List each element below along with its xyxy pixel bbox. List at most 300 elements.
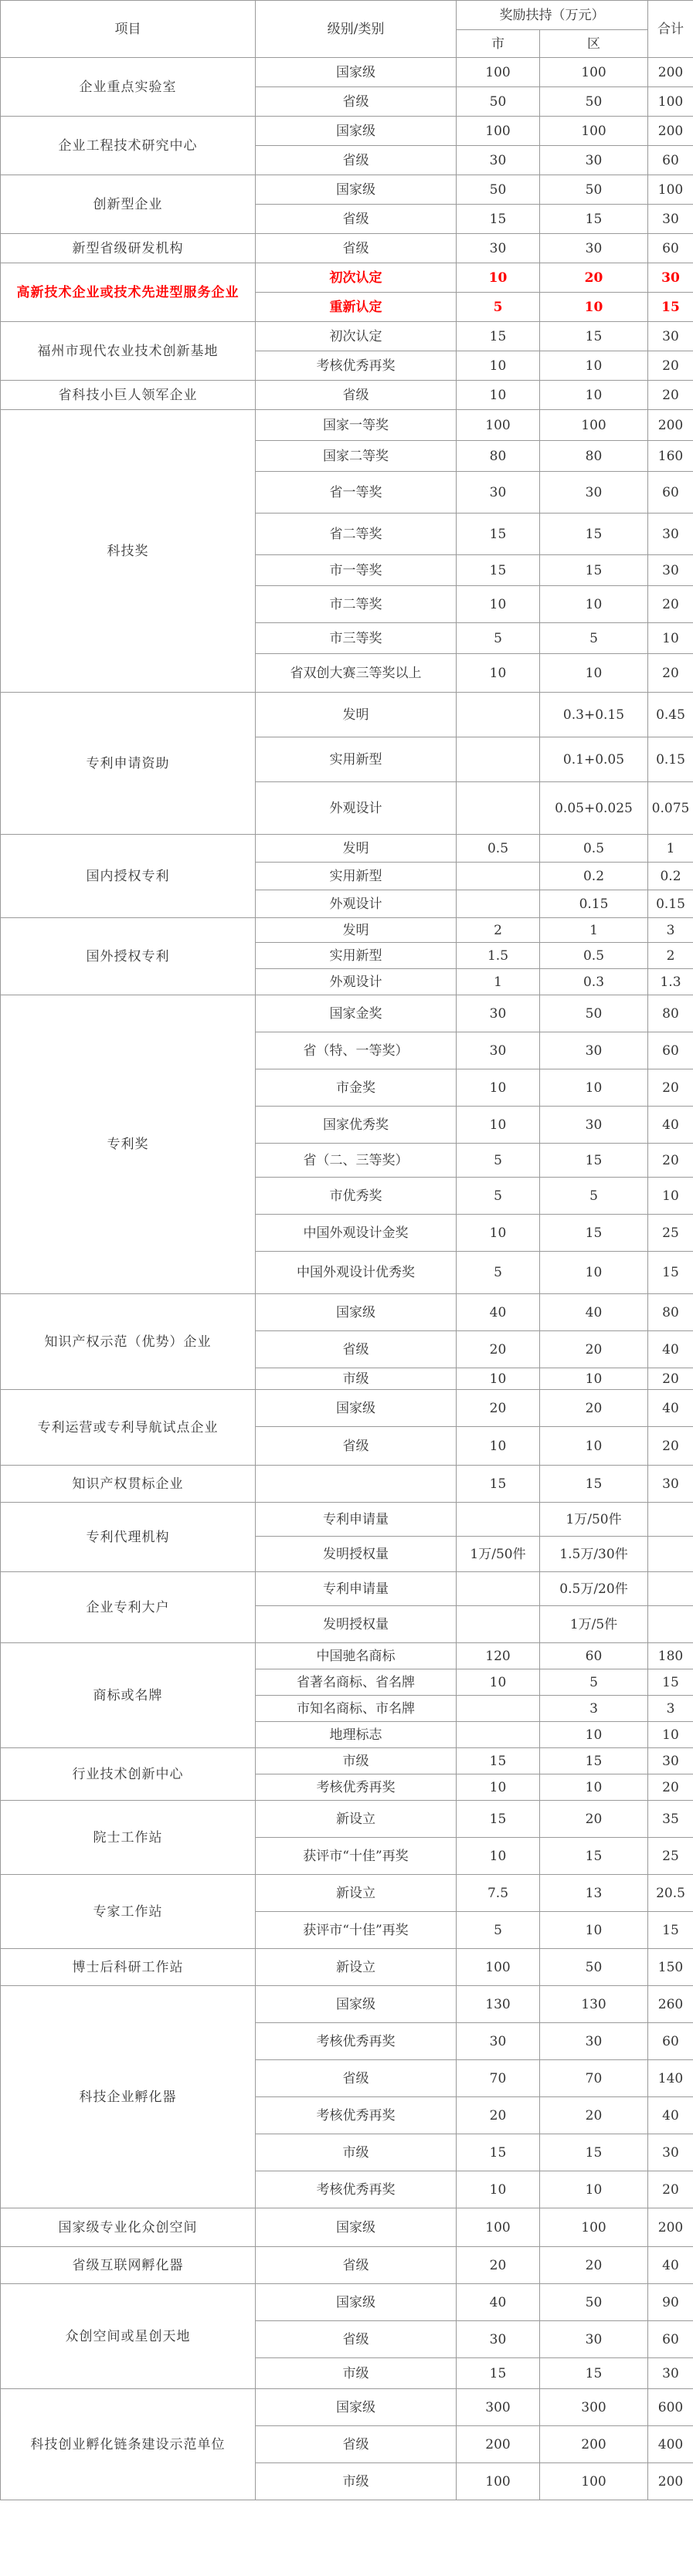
total-cell: 10 — [648, 1178, 693, 1215]
total-cell: 60 — [648, 2321, 693, 2358]
level-cell: 发明 — [256, 835, 457, 863]
total-cell: 200 — [648, 410, 693, 441]
district-cell: 15 — [540, 322, 648, 351]
city-cell: 20 — [457, 2247, 540, 2284]
table-row — [1, 234, 693, 263]
district-cell: 20 — [540, 1801, 648, 1838]
level-cell: 省一等奖 — [256, 472, 457, 514]
table-row — [1, 1503, 693, 1537]
district-cell: 10 — [540, 1722, 648, 1748]
city-cell: 50 — [457, 175, 540, 205]
city-cell: 10 — [457, 586, 540, 623]
level-cell: 国家级 — [256, 2389, 457, 2426]
city-cell — [457, 1572, 540, 1606]
table-row — [1, 2389, 693, 2426]
total-cell: 15 — [648, 1669, 693, 1696]
district-cell: 30 — [540, 2023, 648, 2060]
level-cell: 初次认定 — [256, 322, 457, 351]
header-level: 级别/类别 — [256, 1, 457, 58]
level-cell: 省级 — [256, 1427, 457, 1466]
total-cell: 10 — [648, 1722, 693, 1748]
header-item: 项目 — [1, 1, 256, 58]
city-cell: 70 — [457, 2060, 540, 2097]
total-cell: 1 — [648, 835, 693, 863]
item-cell: 国家级专业化众创空间 — [1, 2208, 256, 2247]
total-cell: 10 — [648, 623, 693, 654]
level-cell: 发明 — [256, 918, 457, 943]
level-cell: 国家级 — [256, 117, 457, 146]
district-cell: 0.5万/20件 — [540, 1572, 648, 1606]
total-cell: 260 — [648, 1986, 693, 2023]
level-cell: 国家级 — [256, 1986, 457, 2023]
level-cell: 国家优秀奖 — [256, 1107, 457, 1144]
total-cell: 0.15 — [648, 737, 693, 782]
city-cell: 15 — [457, 2134, 540, 2171]
total-cell: 200 — [648, 2463, 693, 2500]
total-cell: 40 — [648, 1331, 693, 1368]
district-cell: 20 — [540, 263, 648, 293]
district-cell: 10 — [540, 654, 648, 693]
total-cell: 200 — [648, 2208, 693, 2247]
total-cell: 200 — [648, 117, 693, 146]
district-cell: 1 — [540, 918, 648, 943]
total-cell: 20 — [648, 1774, 693, 1801]
district-cell: 1.5万/30件 — [540, 1537, 648, 1572]
city-cell: 30 — [457, 995, 540, 1032]
district-cell: 30 — [540, 1032, 648, 1069]
district-cell: 10 — [540, 351, 648, 381]
district-cell: 30 — [540, 2321, 648, 2358]
city-cell: 40 — [457, 2284, 540, 2321]
level-cell: 省级 — [256, 205, 457, 234]
total-cell: 140 — [648, 2060, 693, 2097]
item-cell: 专家工作站 — [1, 1875, 256, 1949]
total-cell: 60 — [648, 2023, 693, 2060]
district-cell: 200 — [540, 2426, 648, 2463]
district-cell: 15 — [540, 1144, 648, 1178]
total-cell: 30 — [648, 205, 693, 234]
total-cell: 30 — [648, 555, 693, 586]
header-city: 市 — [457, 30, 540, 58]
level-cell: 获评市“十佳”再奖 — [256, 1838, 457, 1875]
city-cell: 300 — [457, 2389, 540, 2426]
item-cell: 省科技小巨人领军企业 — [1, 381, 256, 410]
district-cell: 0.15 — [540, 890, 648, 918]
table-row — [1, 693, 693, 737]
table-row — [1, 322, 693, 351]
city-cell: 30 — [457, 2023, 540, 2060]
city-cell: 15 — [457, 2358, 540, 2389]
total-cell: 600 — [648, 2389, 693, 2426]
city-cell: 20 — [457, 2097, 540, 2134]
city-cell: 10 — [457, 381, 540, 410]
district-cell: 10 — [540, 1368, 648, 1390]
level-cell: 初次认定 — [256, 263, 457, 293]
item-cell: 知识产权示范（优势）企业 — [1, 1294, 256, 1390]
total-cell: 90 — [648, 2284, 693, 2321]
city-cell: 10 — [457, 1107, 540, 1144]
total-cell: 40 — [648, 1107, 693, 1144]
total-cell: 30 — [648, 514, 693, 555]
district-cell: 10 — [540, 1427, 648, 1466]
city-cell: 50 — [457, 87, 540, 117]
level-cell: 发明 — [256, 693, 457, 737]
city-cell: 20 — [457, 1331, 540, 1368]
level-cell: 国家级 — [256, 58, 457, 87]
city-cell: 10 — [457, 263, 540, 293]
table-row — [1, 1390, 693, 1427]
level-cell: 市金奖 — [256, 1069, 457, 1107]
total-cell: 20 — [648, 1427, 693, 1466]
total-cell — [648, 1572, 693, 1606]
total-cell: 150 — [648, 1949, 693, 1986]
level-cell: 市级 — [256, 2134, 457, 2171]
district-cell: 10 — [540, 1252, 648, 1294]
level-cell: 发明授权量 — [256, 1537, 457, 1572]
total-cell: 160 — [648, 441, 693, 472]
city-cell: 5 — [457, 1912, 540, 1949]
level-cell: 省级 — [256, 2426, 457, 2463]
district-cell: 10 — [540, 293, 648, 322]
city-cell: 100 — [457, 410, 540, 441]
level-cell: 考核优秀再奖 — [256, 2097, 457, 2134]
level-cell: 中国外观设计金奖 — [256, 1215, 457, 1252]
level-cell: 市一等奖 — [256, 555, 457, 586]
level-cell: 省著名商标、省名牌 — [256, 1669, 457, 1696]
total-cell: 20.5 — [648, 1875, 693, 1912]
city-cell: 130 — [457, 1986, 540, 2023]
city-cell: 30 — [457, 1032, 540, 1069]
district-cell: 5 — [540, 1178, 648, 1215]
item-cell: 国外授权专利 — [1, 918, 256, 995]
district-cell: 15 — [540, 1466, 648, 1503]
level-cell: 实用新型 — [256, 943, 457, 969]
total-cell: 40 — [648, 2247, 693, 2284]
level-cell: 考核优秀再奖 — [256, 1774, 457, 1801]
header-district: 区 — [540, 30, 648, 58]
item-cell: 专利奖 — [1, 995, 256, 1294]
total-cell: 40 — [648, 2097, 693, 2134]
table-row — [1, 1986, 693, 2023]
level-cell: 国家一等奖 — [256, 410, 457, 441]
item-cell: 企业工程技术研究中心 — [1, 117, 256, 175]
level-cell: 省级 — [256, 87, 457, 117]
city-cell: 15 — [457, 205, 540, 234]
district-cell: 15 — [540, 555, 648, 586]
city-cell — [457, 1606, 540, 1643]
level-cell: 市知名商标、市名牌 — [256, 1696, 457, 1722]
level-cell: 市级 — [256, 2463, 457, 2500]
city-cell: 10 — [457, 1774, 540, 1801]
city-cell: 7.5 — [457, 1875, 540, 1912]
item-cell: 国内授权专利 — [1, 835, 256, 918]
total-cell: 15 — [648, 1912, 693, 1949]
level-cell: 国家级 — [256, 175, 457, 205]
district-cell: 10 — [540, 1774, 648, 1801]
level-cell: 省（二、三等奖） — [256, 1144, 457, 1178]
total-cell: 30 — [648, 263, 693, 293]
level-cell: 省双创大赛三等奖以上 — [256, 654, 457, 693]
level-cell: 中国外观设计优秀奖 — [256, 1252, 457, 1294]
city-cell: 5 — [457, 1252, 540, 1294]
city-cell: 15 — [457, 1466, 540, 1503]
district-cell: 300 — [540, 2389, 648, 2426]
level-cell: 市三等奖 — [256, 623, 457, 654]
city-cell: 20 — [457, 1390, 540, 1427]
total-cell: 15 — [648, 293, 693, 322]
table-row — [1, 1572, 693, 1606]
district-cell: 0.5 — [540, 943, 648, 969]
total-cell: 20 — [648, 2171, 693, 2208]
level-cell: 省级 — [256, 234, 457, 263]
district-cell: 30 — [540, 146, 648, 175]
item-cell: 专利代理机构 — [1, 1503, 256, 1572]
district-cell: 15 — [540, 514, 648, 555]
total-cell: 80 — [648, 1294, 693, 1331]
table-row — [1, 835, 693, 863]
city-cell: 30 — [457, 472, 540, 514]
table-row — [1, 58, 693, 87]
city-cell — [457, 1722, 540, 1748]
district-cell: 15 — [540, 205, 648, 234]
level-cell: 地理标志 — [256, 1722, 457, 1748]
level-cell: 新设立 — [256, 1949, 457, 1986]
header-total: 合计 — [648, 1, 693, 58]
district-cell: 10 — [540, 1069, 648, 1107]
level-cell: 获评市“十佳”再奖 — [256, 1912, 457, 1949]
total-cell: 3 — [648, 1696, 693, 1722]
district-cell: 50 — [540, 1949, 648, 1986]
city-cell: 10 — [457, 1368, 540, 1390]
district-cell: 10 — [540, 2171, 648, 2208]
district-cell: 100 — [540, 117, 648, 146]
city-cell: 100 — [457, 2208, 540, 2247]
item-cell: 科技企业孵化器 — [1, 1986, 256, 2208]
district-cell: 0.05+0.025 — [540, 782, 648, 835]
table-row — [1, 918, 693, 943]
level-cell: 省二等奖 — [256, 514, 457, 555]
total-cell: 200 — [648, 58, 693, 87]
level-cell: 专利申请量 — [256, 1503, 457, 1537]
level-cell: 省级 — [256, 2247, 457, 2284]
table-row — [1, 1466, 693, 1503]
item-cell: 众创空间或星创天地 — [1, 2284, 256, 2389]
table-row — [1, 2247, 693, 2284]
district-cell: 0.5 — [540, 835, 648, 863]
level-cell: 考核优秀再奖 — [256, 2171, 457, 2208]
total-cell: 35 — [648, 1801, 693, 1838]
district-cell: 50 — [540, 2284, 648, 2321]
district-cell: 30 — [540, 472, 648, 514]
city-cell: 1万/50件 — [457, 1537, 540, 1572]
district-cell: 70 — [540, 2060, 648, 2097]
city-cell: 15 — [457, 555, 540, 586]
city-cell: 5 — [457, 293, 540, 322]
total-cell: 60 — [648, 472, 693, 514]
level-cell: 专利申请量 — [256, 1572, 457, 1606]
total-cell: 30 — [648, 322, 693, 351]
district-cell: 50 — [540, 87, 648, 117]
city-cell — [457, 863, 540, 890]
total-cell: 60 — [648, 234, 693, 263]
district-cell: 0.1+0.05 — [540, 737, 648, 782]
district-cell: 20 — [540, 1331, 648, 1368]
item-cell: 专利申请资助 — [1, 693, 256, 835]
total-cell: 2 — [648, 943, 693, 969]
total-cell: 30 — [648, 2358, 693, 2389]
city-cell: 5 — [457, 623, 540, 654]
level-cell: 国家金奖 — [256, 995, 457, 1032]
level-cell: 省级 — [256, 146, 457, 175]
total-cell: 15 — [648, 1252, 693, 1294]
total-cell: 60 — [648, 1032, 693, 1069]
total-cell: 30 — [648, 2134, 693, 2171]
city-cell: 100 — [457, 117, 540, 146]
district-cell: 40 — [540, 1294, 648, 1331]
city-cell: 120 — [457, 1643, 540, 1669]
table-row — [1, 1643, 693, 1669]
level-cell: 国家级 — [256, 1390, 457, 1427]
table-row — [1, 1949, 693, 1986]
item-cell: 商标或名牌 — [1, 1643, 256, 1748]
item-cell: 行业技术创新中心 — [1, 1748, 256, 1801]
total-cell: 20 — [648, 654, 693, 693]
city-cell: 10 — [457, 1215, 540, 1252]
city-cell — [457, 782, 540, 835]
item-cell: 省级互联网孵化器 — [1, 2247, 256, 2284]
item-cell: 科技创业孵化链条建设示范单位 — [1, 2389, 256, 2500]
level-cell: 市级 — [256, 2358, 457, 2389]
district-cell: 20 — [540, 2097, 648, 2134]
district-cell: 5 — [540, 623, 648, 654]
district-cell: 20 — [540, 2247, 648, 2284]
city-cell: 100 — [457, 2463, 540, 2500]
total-cell — [648, 1503, 693, 1537]
city-cell: 15 — [457, 322, 540, 351]
table-row — [1, 117, 693, 146]
city-cell: 15 — [457, 1801, 540, 1838]
header-award-support: 奖励扶持（万元） — [457, 1, 648, 30]
total-cell: 0.2 — [648, 863, 693, 890]
level-cell — [256, 1466, 457, 1503]
city-cell: 10 — [457, 1838, 540, 1875]
city-cell: 200 — [457, 2426, 540, 2463]
item-cell: 福州市现代农业技术创新基地 — [1, 322, 256, 381]
city-cell: 2 — [457, 918, 540, 943]
table-body — [1, 58, 693, 2500]
district-cell: 15 — [540, 2358, 648, 2389]
level-cell: 市级 — [256, 1368, 457, 1390]
level-cell: 市优秀奖 — [256, 1178, 457, 1215]
total-cell: 20 — [648, 1368, 693, 1390]
table-row — [1, 2208, 693, 2247]
table-row — [1, 1875, 693, 1912]
total-cell: 100 — [648, 87, 693, 117]
level-cell: 市二等奖 — [256, 586, 457, 623]
district-cell: 100 — [540, 410, 648, 441]
level-cell: 国家二等奖 — [256, 441, 457, 472]
city-cell: 0.5 — [457, 835, 540, 863]
table-row — [1, 1294, 693, 1331]
item-cell: 知识产权贯标企业 — [1, 1466, 256, 1503]
table-row — [1, 1748, 693, 1774]
total-cell: 20 — [648, 1144, 693, 1178]
level-cell: 省级 — [256, 381, 457, 410]
city-cell: 5 — [457, 1144, 540, 1178]
district-cell: 13 — [540, 1875, 648, 1912]
city-cell: 10 — [457, 1669, 540, 1696]
item-cell: 专利运营或专利导航试点企业 — [1, 1390, 256, 1466]
level-cell: 中国驰名商标 — [256, 1643, 457, 1669]
city-cell: 10 — [457, 1427, 540, 1466]
level-cell: 发明授权量 — [256, 1606, 457, 1643]
district-cell: 100 — [540, 2463, 648, 2500]
level-cell: 国家级 — [256, 2208, 457, 2247]
item-cell: 科技奖 — [1, 410, 256, 693]
city-cell: 10 — [457, 351, 540, 381]
level-cell: 新设立 — [256, 1801, 457, 1838]
table-row — [1, 1801, 693, 1838]
district-cell: 60 — [540, 1643, 648, 1669]
total-cell: 0.15 — [648, 890, 693, 918]
level-cell: 实用新型 — [256, 737, 457, 782]
level-cell: 外观设计 — [256, 890, 457, 918]
item-cell: 高新技术企业或技术先进型服务企业 — [1, 263, 256, 322]
total-cell — [648, 1537, 693, 1572]
total-cell: 30 — [648, 1466, 693, 1503]
district-cell: 0.3+0.15 — [540, 693, 648, 737]
city-cell — [457, 1696, 540, 1722]
level-cell: 省级 — [256, 1331, 457, 1368]
district-cell: 130 — [540, 1986, 648, 2023]
level-cell: 国家级 — [256, 1294, 457, 1331]
district-cell: 0.3 — [540, 969, 648, 995]
city-cell: 30 — [457, 234, 540, 263]
item-cell: 企业重点实验室 — [1, 58, 256, 117]
total-cell: 0.45 — [648, 693, 693, 737]
district-cell: 15 — [540, 1215, 648, 1252]
district-cell: 15 — [540, 1748, 648, 1774]
district-cell: 5 — [540, 1669, 648, 1696]
city-cell: 10 — [457, 1069, 540, 1107]
district-cell: 100 — [540, 2208, 648, 2247]
total-cell: 40 — [648, 1390, 693, 1427]
city-cell: 15 — [457, 514, 540, 555]
table-row — [1, 2284, 693, 2321]
item-cell: 博士后科研工作站 — [1, 1949, 256, 1986]
level-cell: 外观设计 — [256, 782, 457, 835]
city-cell: 1 — [457, 969, 540, 995]
city-cell: 80 — [457, 441, 540, 472]
level-cell: 省级 — [256, 2321, 457, 2358]
district-cell: 30 — [540, 1107, 648, 1144]
total-cell: 1.3 — [648, 969, 693, 995]
item-cell: 新型省级研发机构 — [1, 234, 256, 263]
level-cell: 外观设计 — [256, 969, 457, 995]
total-cell: 20 — [648, 351, 693, 381]
level-cell: 省级 — [256, 2060, 457, 2097]
district-cell: 20 — [540, 1390, 648, 1427]
city-cell: 10 — [457, 2171, 540, 2208]
district-cell: 3 — [540, 1696, 648, 1722]
table-row — [1, 410, 693, 441]
level-cell: 考核优秀再奖 — [256, 351, 457, 381]
item-cell: 院士工作站 — [1, 1801, 256, 1875]
level-cell: 重新认定 — [256, 293, 457, 322]
district-cell: 10 — [540, 381, 648, 410]
total-cell: 180 — [648, 1643, 693, 1669]
district-cell: 10 — [540, 1912, 648, 1949]
